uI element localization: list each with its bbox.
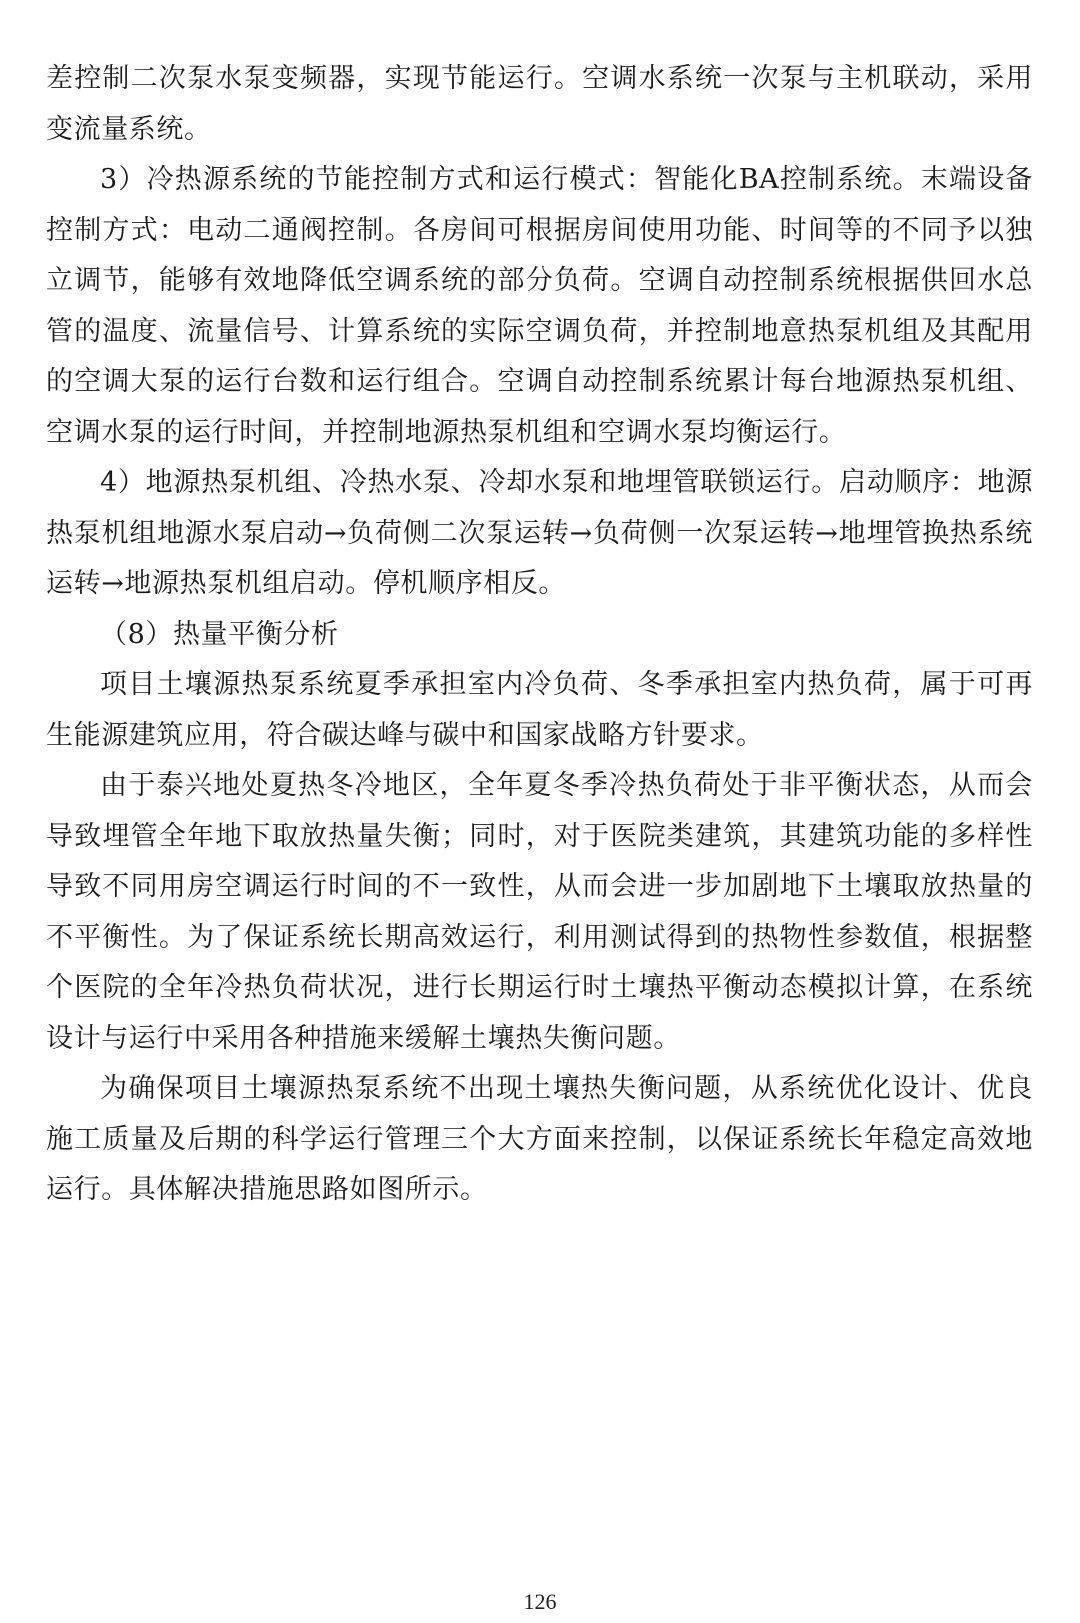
paragraph-taixing: 由于泰兴地处夏热冬冷地区，全年夏冬季冷热负荷处于非平衡状态，从而会导致埋管全年地下取放热量失衡；同时，对于医院类建筑，其建筑功能的多样性导致不同用房空调运行时间的不一致性，从而会进一步加剧地下土壤取放热量的不平衡性。为了保证系统长期高效运行，利用测试得到的热物性参数值，根据整个医院的全年冷热负荷状况，进行长期运行时土壤热平衡动态模拟计算，在系统设计与运行中采用各种措施来缓解土壤热失衡问题。 [46, 770, 1033, 1054]
paragraph-continued: 差控制二次泵水泵变频器，实现节能运行。空调水系统一次泵与主机联动，采用变流量系统。 [46, 63, 1033, 145]
paragraph-item-4: 4）地源热泵机组、冷热水泵、冷却水泵和地埋管联锁运行。启动顺序：地源热泵机组地源水泵启动→负荷侧二次泵运转→负荷侧一次泵运转→地埋管换热系统运转→地源热泵机组启动。停机顺序相反。 [46, 467, 1033, 599]
paragraph-soil-source: 项目土壤源热泵系统夏季承担室内冷负荷、冬季承担室内热负荷，属于可再生能源建筑应用，符合碳达峰与碳中和国家战略方针要求。 [46, 669, 1033, 751]
page-body [46, 54, 1033, 1216]
paragraph-item-3: 3）冷热源系统的节能控制方式和运行模式：智能化BA控制系统。末端设备控制方式：电动二通阀控制。各房间可根据房间使用功能、时间等的不同予以独立调节，能够有效地降低空调系统的部分负荷。空调自动控制系统根据供回水总管的温度、流量信号、计算系统的实际空调负荷，并控制地意热泵机组及其配用的空调大泵的运行台数和运行组合。空调自动控制系统累计每台地源热泵机组、空调水泵的运行时间，并控制地源热泵机组和空调水泵均衡运行。 [46, 164, 1033, 448]
paragraph-ensure: 为确保项目土壤源热泵系统不出现土壤热失衡问题，从系统优化设计、优良施工质量及后期的科学运行管理三个大方面来控制，以保证系统长年稳定高效地运行。具体解决措施思路如图所示。 [46, 1073, 1033, 1205]
section-heading: （8）热量平衡分析 [100, 618, 339, 650]
page-number: 126 [523, 1589, 557, 1614]
